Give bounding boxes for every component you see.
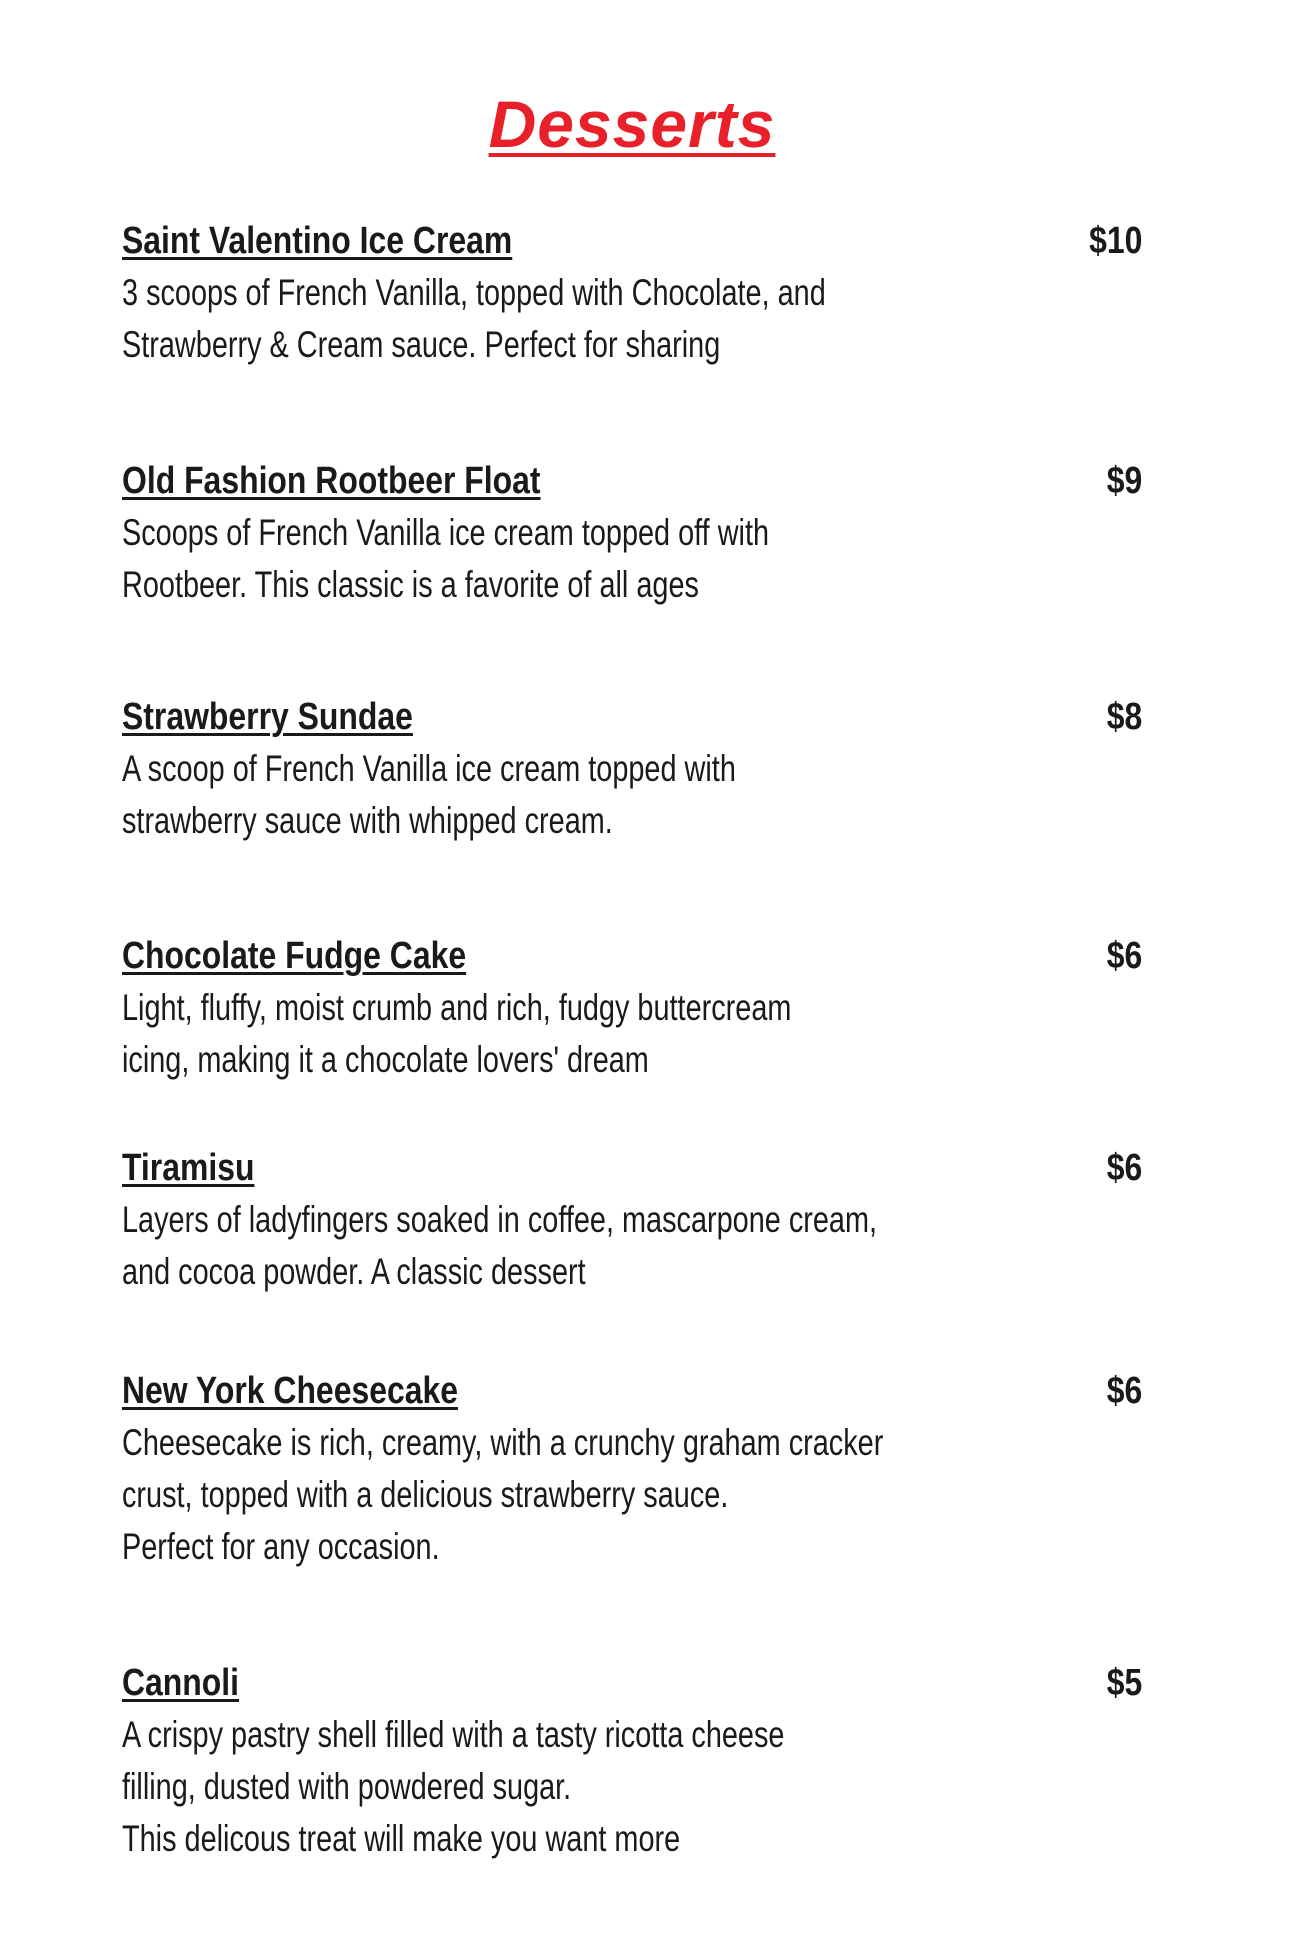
page-title: Desserts [488,87,776,161]
item-price: $6 [1106,1147,1142,1189]
description-line: This delicous treat will make you want more [122,1818,681,1859]
description-line: A scoop of French Vanilla ice cream topped with [122,748,736,789]
item-price: $6 [1106,935,1142,977]
item-price: $6 [1106,1370,1142,1412]
item-price: $10 [1088,220,1142,262]
description-line: 3 scoops of French Vanilla, topped with Chocolate, and [122,272,826,313]
item-name: Saint Valentino Ice Cream [122,220,513,262]
item-description [122,1709,1058,1865]
item-name: Tiramisu [122,1147,255,1189]
item-name: New York Cheesecake [122,1370,458,1412]
description-line: Perfect for any occasion. [122,1526,440,1567]
item-description [122,267,1058,371]
description-line: icing, making it a chocolate lovers' dream [122,1039,649,1080]
menu-item-tiramisu [122,1142,1142,1298]
description-line: Layers of ladyfingers soaked in coffee, mascarpone cream, [122,1199,878,1240]
description-line: Rootbeer. This classic is a favorite of all ages [122,564,699,605]
menu-item-strawberry-sundae [122,691,1142,847]
menu-item-rootbeer-float [122,455,1142,611]
description-line: and cocoa powder. A classic dessert [122,1251,586,1292]
item-price: $8 [1106,696,1142,738]
item-description [122,1194,1058,1298]
item-price: $9 [1106,460,1142,502]
description-line: Cheesecake is rich, creamy, with a crunchy graham cracker [122,1422,884,1463]
item-description [122,982,1058,1086]
description-line: Strawberry & Cream sauce. Perfect for sharing [122,324,721,365]
item-description [122,743,1058,847]
description-line: strawberry sauce with whipped cream. [122,800,613,841]
item-name: Old Fashion Rootbeer Float [122,460,541,502]
item-price: $5 [1106,1662,1142,1704]
item-description [122,1417,1058,1573]
menu-item-ny-cheesecake [122,1365,1142,1573]
menu-item-chocolate-fudge-cake [122,930,1142,1086]
description-line: crust, topped with a delicious strawberry sauce. [122,1474,729,1515]
item-description [122,507,1058,611]
description-line: Light, fluffy, moist crumb and rich, fudgy buttercream [122,987,792,1028]
item-name: Chocolate Fudge Cake [122,935,467,977]
menu-item-saint-valentino [122,215,1142,371]
item-name: Strawberry Sundae [122,696,413,738]
item-name: Cannoli [122,1662,240,1704]
menu-item-cannoli [122,1657,1142,1865]
description-line: Scoops of French Vanilla ice cream topped off with [122,512,770,553]
description-line: filling, dusted with powdered sugar. [122,1766,572,1807]
description-line: A crispy pastry shell filled with a tasty ricotta cheese [122,1714,785,1755]
